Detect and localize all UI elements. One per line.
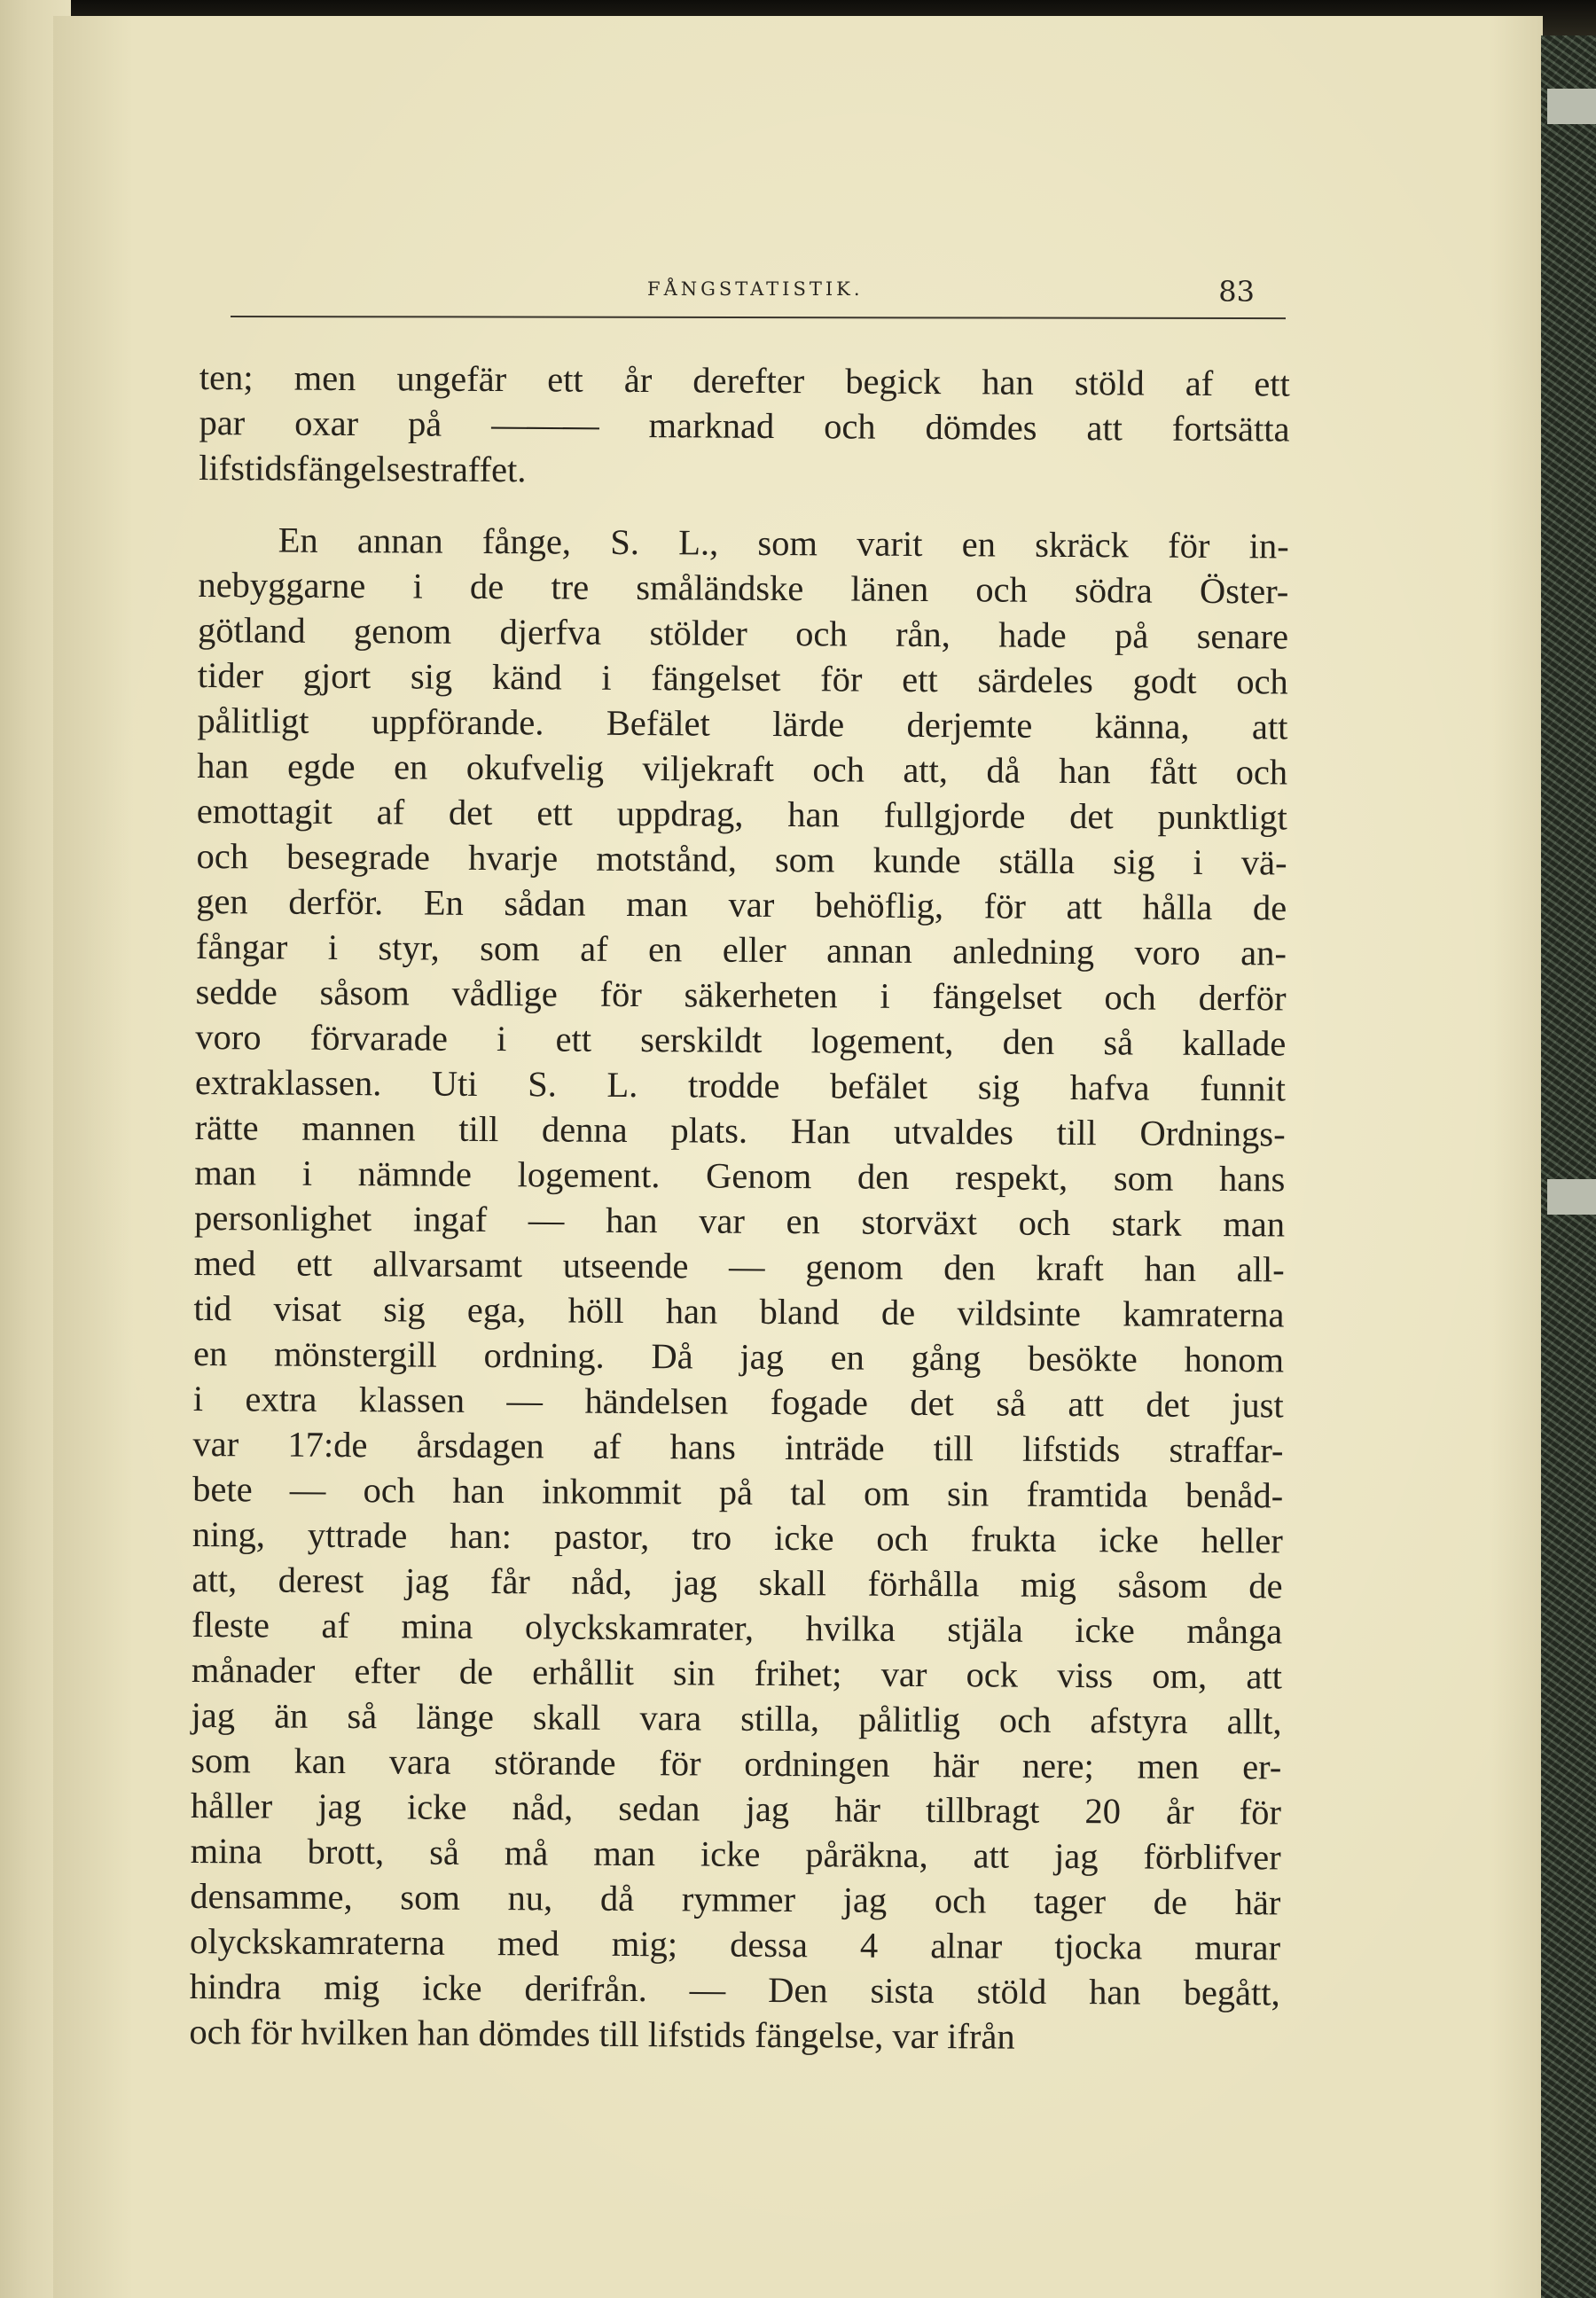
- paragraph: [189, 517, 1289, 2060]
- body-text: [189, 355, 1290, 2060]
- text-line: med ett allvarsamt utseende — genom den kraft han all-: [193, 1242, 1285, 1290]
- text-line: var 17:de årsdagen af hans inträde till lifstids straffar-: [192, 1423, 1284, 1471]
- text-line: och besegrade hvarje motstånd, som kunde ställa sig i vä-: [196, 835, 1287, 883]
- binding-band: [1547, 89, 1596, 124]
- text-line: fångar i styr, som af en eller annan anledning voro an-: [195, 926, 1287, 973]
- text-line: tid visat sig ega, höll han bland de vildsinte kamraterna: [193, 1287, 1285, 1335]
- text-line: han egde en okufvelig viljekraft och att, då han fått och: [197, 745, 1288, 793]
- text-line: emottagit af det ett uppdrag, han fullgjorde det punktligt: [196, 790, 1287, 838]
- text-line: håller jag icke nåd, sedan jag här tillbragt 20 år för: [190, 1785, 1282, 1833]
- running-head: [231, 266, 1286, 319]
- text-line: fleste af mina olyckskamrater, hvilka stjäla icke många: [192, 1604, 1283, 1652]
- text-line: bete — och han inkommit på tal om sin framtida benåd-: [192, 1468, 1284, 1516]
- text-line: par oxar på ——— marknad och dömdes att fortsätta: [199, 402, 1290, 449]
- text-line: tider gjort sig känd i fängelset för ett särdeles godt och: [197, 654, 1288, 702]
- text-line: en mönstergill ordning. Då jag en gång besökte honom: [192, 1333, 1285, 1380]
- text-line: jag än så länge skall vara stilla, pålitlig och afstyra allt,: [191, 1694, 1282, 1742]
- text-line: lifstidsfängelsestraffet.: [199, 447, 527, 490]
- text-line: personlighet ingaf — han var en storväxt och stark man: [193, 1197, 1286, 1245]
- text-line: En annan fånge, S. L., som varit en skräck för in-: [278, 520, 1289, 567]
- text-line: götland genom djerfva stölder och rån, hade på senare: [197, 609, 1289, 657]
- book-binding: [1541, 35, 1596, 2298]
- text-line: månader efter de erhållit sin frihet; var ock viss om, att: [191, 1649, 1283, 1697]
- text-line: olyckskamraterna med mig; dessa 4 alnar tjocka murar: [189, 1920, 1281, 1968]
- text-line: man i nämnde logement. Genom den respekt, som hans: [194, 1152, 1286, 1200]
- binding-band: [1547, 1179, 1596, 1215]
- text-line: extraklassen. Uti S. L. trodde befälet sig hafva funnit: [194, 1061, 1287, 1109]
- text-line: i extra klassen — händelsen fogade det så att det just: [192, 1378, 1284, 1426]
- text-line: hindra mig icke derifrån. — Den sista stöld han begått,: [189, 1966, 1280, 2013]
- text-line: ning, yttrade han: pastor, tro icke och frukta icke heller: [192, 1513, 1283, 1561]
- text-line: voro förvarade i ett serskildt logement, den så kallade: [195, 1016, 1287, 1064]
- page-number: 83: [1218, 275, 1255, 309]
- running-title: FÅNGSTATISTIK.: [647, 278, 864, 300]
- text-line: sedde såsom vådlige för säkerheten i fängelset och derför: [195, 971, 1287, 1019]
- text-line: densamme, som nu, då rymmer jag och tager de här: [190, 1875, 1281, 1923]
- text-line: rätte mannen till denna plats. Han utvaldes till Ordnings-: [194, 1106, 1286, 1154]
- text-line: som kan vara störande för ordningen här nere; men er-: [191, 1739, 1282, 1787]
- paragraph: [199, 355, 1290, 497]
- text-line: mina brott, så må man icke påräkna, att jag förblifver: [190, 1830, 1281, 1878]
- text-line: gen derför. En sådan man var behöflig, för att hålla de: [196, 880, 1287, 928]
- text-line: pålitligt uppförande. Befälet lärde derjemte känna, att: [197, 700, 1288, 747]
- text-line: nebyggarne i de tre småländske länen och södra Öster-: [198, 564, 1289, 612]
- text-line: att, derest jag får nåd, jag skall förhålla mig såsom de: [192, 1559, 1283, 1606]
- text-line: ten; men ungefär ett år derefter begick han stöld af ett: [199, 356, 1290, 404]
- text-line: och för hvilken han dömdes till lifstids fängelse, var ifrån: [189, 2011, 1015, 2057]
